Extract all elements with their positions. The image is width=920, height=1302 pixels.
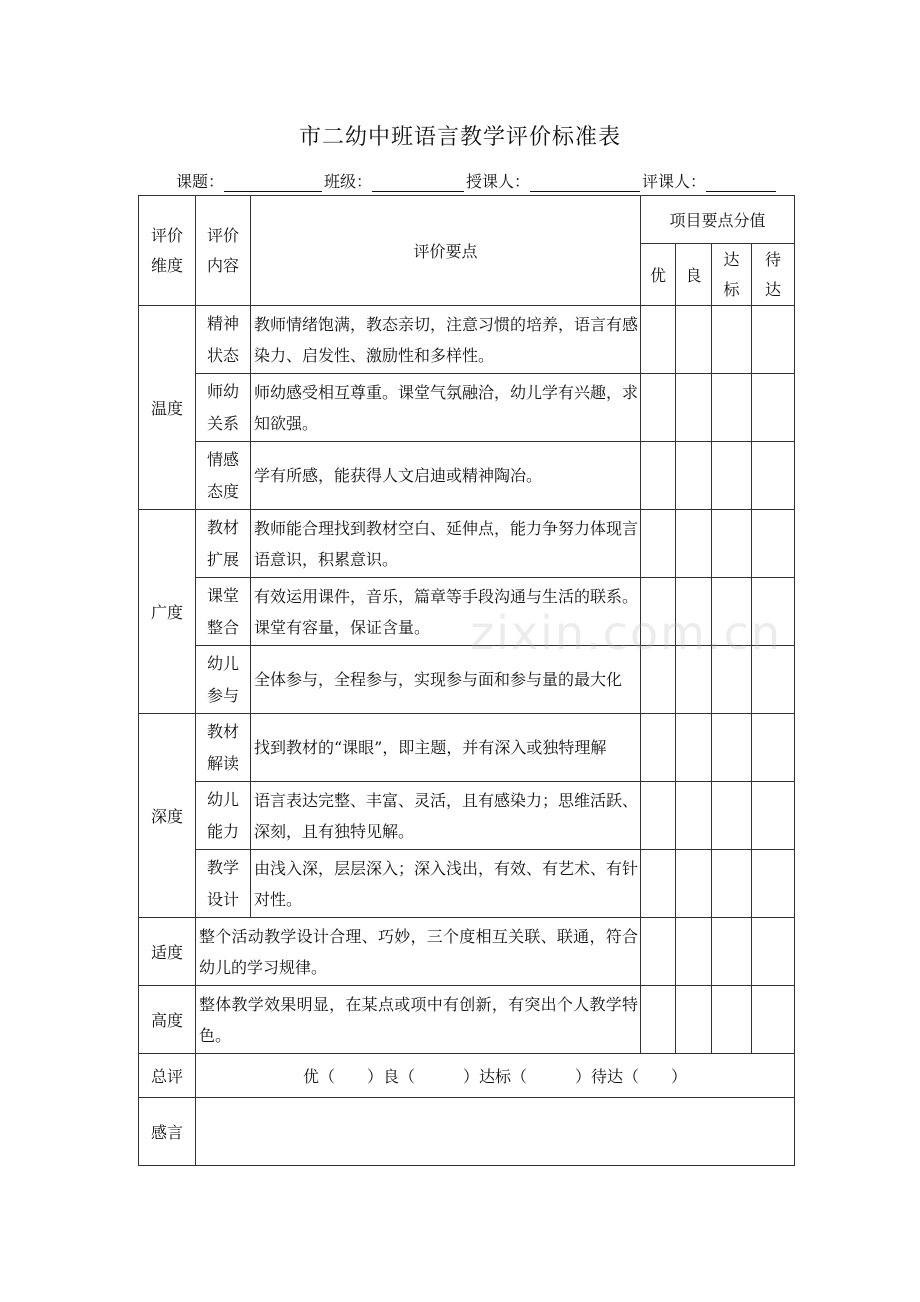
remarks-field[interactable]	[196, 1098, 795, 1166]
table-row	[139, 646, 795, 714]
score-cell[interactable]	[641, 714, 676, 782]
score-cell[interactable]	[752, 510, 795, 578]
score-cell[interactable]	[752, 442, 795, 510]
point-cell: 全体参与，全程参与，实现参与面和参与量的最大化	[251, 646, 641, 714]
score-cell[interactable]	[676, 850, 712, 918]
score-header-excellent: 优	[641, 244, 676, 306]
score-cell[interactable]	[752, 782, 795, 850]
topic-label: 课题：	[176, 172, 225, 191]
header-dimension: 评价维度	[139, 196, 196, 306]
point-cell: 语言表达完整、丰富、灵活，且有感染力；思维活跃、深刻，且有独特见解。	[251, 782, 641, 850]
dimension-cell: 温度	[139, 306, 196, 510]
score-cell[interactable]	[676, 510, 712, 578]
score-cell[interactable]	[676, 306, 712, 374]
score-cell[interactable]	[752, 306, 795, 374]
score-cell[interactable]	[676, 918, 712, 986]
score-header-good: 良	[676, 244, 712, 306]
score-cell[interactable]	[676, 578, 712, 646]
score-cell[interactable]	[712, 918, 752, 986]
score-cell[interactable]	[641, 782, 676, 850]
score-cell[interactable]	[641, 850, 676, 918]
table-row	[139, 986, 795, 1054]
score-cell[interactable]	[712, 306, 752, 374]
score-cell[interactable]	[752, 646, 795, 714]
evaluator-field[interactable]	[706, 173, 776, 192]
content-cell: 幼儿参与	[196, 646, 251, 714]
score-cell[interactable]	[752, 578, 795, 646]
score-header-pass: 达标	[712, 244, 752, 306]
score-cell[interactable]	[676, 782, 712, 850]
score-cell[interactable]	[712, 714, 752, 782]
class-label: 班级：	[324, 172, 373, 191]
content-cell: 教材扩展	[196, 510, 251, 578]
score-cell[interactable]	[712, 646, 752, 714]
summary-row	[139, 1054, 795, 1098]
point-cell: 有效运用课件，音乐，篇章等手段沟通与生活的联系。课堂有容量，保证含量。	[251, 578, 641, 646]
header-content: 评价内容	[196, 196, 251, 306]
score-cell[interactable]	[641, 918, 676, 986]
point-cell: 师幼感受相互尊重。课堂气氛融洽，幼儿学有兴趣，求知欲强。	[251, 374, 641, 442]
teacher-label: 授课人：	[466, 172, 531, 191]
point-cell: 学有所感，能获得人文启迪或精神陶冶。	[251, 442, 641, 510]
score-header-pending: 待达	[752, 244, 795, 306]
dimension-cell: 深度	[139, 714, 196, 918]
table-row	[139, 578, 795, 646]
table-row	[139, 850, 795, 918]
score-cell[interactable]	[641, 578, 676, 646]
remarks-row	[139, 1098, 795, 1166]
teacher-field[interactable]	[530, 173, 640, 192]
score-cell[interactable]	[752, 918, 795, 986]
watermark: zixin.com.cn	[470, 606, 783, 660]
content-cell: 教学设计	[196, 850, 251, 918]
point-cell: 整体教学效果明显，在某点或项中有创新，有突出个人教学特色。	[196, 986, 641, 1054]
score-cell[interactable]	[752, 714, 795, 782]
score-cell[interactable]	[712, 986, 752, 1054]
meta-line	[176, 168, 816, 192]
score-cell[interactable]	[712, 782, 752, 850]
content-cell: 师幼关系	[196, 374, 251, 442]
content-cell: 课堂整合	[196, 578, 251, 646]
score-cell[interactable]	[641, 374, 676, 442]
point-cell: 教师能合理找到教材空白、延伸点，能力争努力体现言语意识，积累意识。	[251, 510, 641, 578]
table-row	[139, 442, 795, 510]
point-cell: 由浅入深，层层深入；深入浅出，有效、有艺术、有针对性。	[251, 850, 641, 918]
dimension-cell: 适度	[139, 918, 196, 986]
header-score-group: 项目要点分值	[641, 196, 795, 244]
point-cell: 找到教材的“课眼”，即主题，并有深入或独特理解	[251, 714, 641, 782]
content-cell: 幼儿能力	[196, 782, 251, 850]
class-field[interactable]	[372, 173, 464, 192]
summary-label: 总评	[139, 1054, 196, 1098]
score-cell[interactable]	[712, 442, 752, 510]
content-cell: 教材解读	[196, 714, 251, 782]
score-cell[interactable]	[676, 374, 712, 442]
score-cell[interactable]	[676, 646, 712, 714]
table-row	[139, 782, 795, 850]
table-row	[139, 918, 795, 986]
dimension-cell: 高度	[139, 986, 196, 1054]
score-cell[interactable]	[712, 850, 752, 918]
score-cell[interactable]	[676, 986, 712, 1054]
point-cell: 整个活动教学设计合理、巧妙，三个度相互关联、联通，符合幼儿的学习规律。	[196, 918, 641, 986]
page-title: 市二幼中班语言教学评价标准表	[298, 125, 621, 150]
table-row	[139, 714, 795, 782]
dimension-cell: 广度	[139, 510, 196, 714]
score-cell[interactable]	[641, 986, 676, 1054]
score-cell[interactable]	[641, 442, 676, 510]
score-cell[interactable]	[752, 986, 795, 1054]
table-row	[139, 306, 795, 374]
content-cell: 精神状态	[196, 306, 251, 374]
score-cell[interactable]	[712, 510, 752, 578]
header-points: 评价要点	[251, 196, 641, 306]
score-cell[interactable]	[752, 850, 795, 918]
score-cell[interactable]	[676, 714, 712, 782]
score-cell[interactable]	[641, 646, 676, 714]
point-cell: 教师情绪饱满，教态亲切，注意习惯的培养，语言有感染力、启发性、激励性和多样性。	[251, 306, 641, 374]
topic-field[interactable]	[224, 173, 322, 192]
content-cell: 情感态度	[196, 442, 251, 510]
score-cell[interactable]	[712, 374, 752, 442]
table-row	[139, 374, 795, 442]
score-cell[interactable]	[641, 510, 676, 578]
evaluation-table	[138, 195, 795, 1166]
score-cell[interactable]	[676, 442, 712, 510]
score-cell[interactable]	[752, 374, 795, 442]
remarks-label: 感言	[139, 1098, 196, 1166]
score-cell[interactable]	[641, 306, 676, 374]
evaluator-label: 评课人：	[642, 172, 707, 191]
score-cell[interactable]	[712, 578, 752, 646]
table-row	[139, 510, 795, 578]
summary-options[interactable]: 优（ ）良（ ）达标（ ）待达（ ）	[196, 1054, 795, 1098]
